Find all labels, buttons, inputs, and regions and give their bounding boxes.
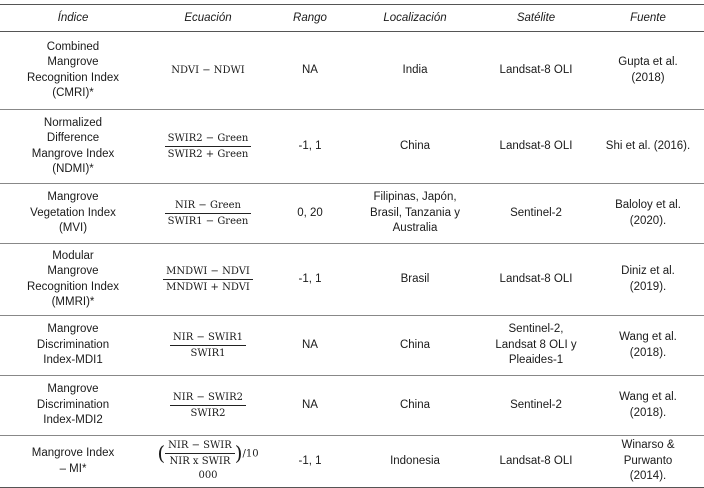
equation-fraction: $\frac{\text{NIR − SWIR1}}{\text{SWIR1}}$ [170,331,246,360]
location-cell: Brasil [350,244,480,316]
paren-left: ( [157,441,166,465]
equation-fraction: $\frac{\text{SWIR2 − Green}}{\text{SWIR2 + Green}}$ [165,132,252,161]
range-cell: -1, 1 [270,110,350,184]
equation-text: NDVI − NDWI [171,64,245,76]
header-fuente: Fuente [592,5,704,32]
satellite-cell: Landsat-8 OLI [480,32,592,110]
location-cell: China [350,110,480,184]
location-cell: Filipinas, Japón, Brasil, Tanzania y Australia [350,184,480,244]
table-row [0,110,704,184]
equation-cell [146,244,270,316]
satellite-cell: Landsat-8 OLI [480,436,592,488]
header-row [0,5,704,32]
range-cell: 0, 20 [270,184,350,244]
header-localizacion: Localización [350,5,480,32]
header-indice: Índice [0,5,146,32]
satellite-cell: Landsat-8 OLI [480,110,592,184]
source-cell: Shi et al. (2016). [592,110,704,184]
paren-right: ) [234,441,243,465]
table-row [0,244,704,316]
range-cell: NA [270,32,350,110]
index-cell: Mangrove Index – MI* [0,436,146,488]
source-cell: Gupta et al. (2018) [592,32,704,110]
equation-fraction: $\frac{\text{NIR − SWIR2}}{\text{SWIR2}}$ [170,391,246,420]
location-cell: China [350,316,480,376]
source-cell: Winarso & Purwanto (2014). [592,436,704,488]
index-cell: Mangrove Vegetation Index (MVI) [0,184,146,244]
range-cell: -1, 1 [270,436,350,488]
table-row [0,316,704,376]
equation-fraction: $\frac{\text{MNDWI − NDVI}}{\text{MNDWI + NDVI}}$ [163,265,253,294]
range-cell: NA [270,316,350,376]
index-cell: Mangrove Discrimination Index-MDI1 [0,316,146,376]
table-row [0,376,704,436]
index-cell: Mangrove Discrimination Index-MDI2 [0,376,146,436]
location-cell: China [350,376,480,436]
source-cell: Wang et al. (2018). [592,316,704,376]
equation-cell [146,436,270,488]
header-rango: Rango [270,5,350,32]
equation-fraction: $\frac{\text{NIR − SWIR}}{\text{NIR x SWIR}}$ [165,439,235,468]
equation-cell [146,316,270,376]
satellite-cell: Sentinel-2, Landsat 8 OLI y Pleaides-1 [480,316,592,376]
satellite-cell: Sentinel-2 [480,376,592,436]
source-cell: Baloloy et al. (2020). [592,184,704,244]
equation-cell [146,184,270,244]
table-row [0,436,704,488]
equation-fraction: $\frac{\text{NIR − Green}}{\text{SWIR1 − Green}}$ [165,199,252,228]
source-cell: Wang et al. (2018). [592,376,704,436]
satellite-cell: Landsat-8 OLI [480,244,592,316]
indices-table [0,4,704,488]
equation-cell [146,32,270,110]
index-cell: Normalized Difference Mangrove Index (NDMI)* [0,110,146,184]
header-satelite: Satélite [480,5,592,32]
location-cell: Indonesia [350,436,480,488]
table-row [0,184,704,244]
range-cell: -1, 1 [270,244,350,316]
location-cell: India [350,32,480,110]
equation-suffix: /10 000 [198,448,259,482]
range-cell: NA [270,376,350,436]
header-ecuacion: Ecuación [146,5,270,32]
source-cell: Diniz et al. (2019). [592,244,704,316]
table-row [0,32,704,110]
index-cell: Combined Mangrove Recognition Index (CMRI)* [0,32,146,110]
equation-cell [146,376,270,436]
equation-cell [146,110,270,184]
index-cell: Modular Mangrove Recognition Index (MMRI)* [0,244,146,316]
satellite-cell: Sentinel-2 [480,184,592,244]
